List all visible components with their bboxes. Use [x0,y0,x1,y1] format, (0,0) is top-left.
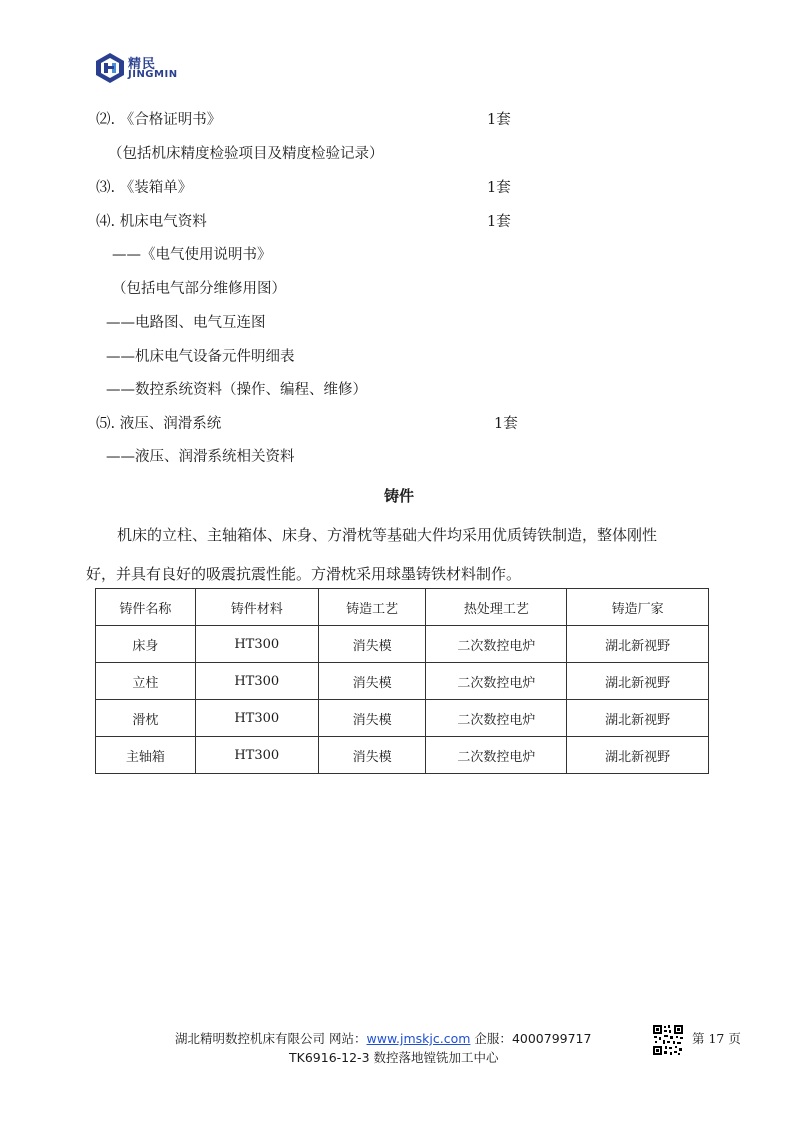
table-cell: 消失模 [318,737,426,774]
list-item-cnc-docs: ——数控系统资料（操作、编程、维修） [106,382,367,398]
logo-mark-icon [94,52,126,84]
section-title: 铸件 [384,487,415,505]
list-item-hydraulic-docs: ——液压、润滑系统相关资料 [106,449,295,465]
castings-paragraph-line-1: 机床的立柱、主轴箱体、床身、方滑枕等基础大件均采用优质铸铁制造，整体刚性 [117,526,658,544]
table-cell: 主轴箱 [96,737,196,774]
list-item-certificate-note: （包括机床精度检验项目及精度检验记录） [108,146,384,162]
table-header-cell: 铸件名称 [96,589,196,626]
table-header-cell: 铸件材料 [195,589,318,626]
table-cell: 消失模 [318,663,426,700]
table-header-cell: 铸造厂家 [567,589,709,626]
qr-code-icon [652,1024,684,1056]
table-header-row [96,589,709,626]
footer-contact-line [175,1029,591,1047]
list-item-packing-list: ⑶. 《装箱单》 [96,180,193,196]
table-cell: 床身 [96,626,196,663]
table-cell: 湖北新视野 [567,700,709,737]
list-item-maintenance-drawings: （包括电气部分维修用图） [112,281,286,297]
table-cell: HT300 [195,700,318,737]
list-item-hydraulic-system: ⑸. 液压、润滑系统 [96,416,222,432]
footer-service-number: 4000799717 [511,1031,592,1046]
list-item-certificate: ⑵. 《合格证明书》 [96,112,222,128]
table-cell: HT300 [195,626,318,663]
company-logo [94,52,204,86]
footer-company-name: 湖北精明数控机床有限公司 [175,1031,326,1046]
table-cell: 消失模 [318,700,426,737]
table-cell: 湖北新视野 [567,663,709,700]
footer-service-label: 企服： [474,1031,512,1046]
table-cell: 二次数控电炉 [426,700,567,737]
footer-website-link[interactable]: www.jmskjc.com [366,1031,471,1046]
list-item-electrical-docs: ⑷. 机床电气资料 [96,214,207,230]
table-row [96,626,709,663]
table-cell: HT300 [195,663,318,700]
castings-table [95,588,709,774]
footer-model-line: TK6916-12-3 数控落地镗铣加工中心 [289,1050,499,1065]
table-cell: 立柱 [96,663,196,700]
list-item-circuit-diagrams: ——电路图、电气互连图 [106,315,266,331]
footer-site-label: 网站： [329,1031,367,1046]
table-cell: 滑枕 [96,700,196,737]
quantity-certificate: 1套 [487,112,511,128]
castings-paragraph-line-2: 好，并具有良好的吸震抗震性能。方滑枕采用球墨铸铁材料制作。 [86,565,522,583]
quantity-packing-list: 1套 [487,180,511,196]
table-cell: 湖北新视野 [567,737,709,774]
list-item-electrical-manual: ——《电气使用说明书》 [112,247,272,263]
table-header-cell: 铸造工艺 [318,589,426,626]
table-row [96,737,709,774]
table-cell: 二次数控电炉 [426,737,567,774]
page-number: 第 17 页 [692,1031,741,1046]
table-cell: 消失模 [318,626,426,663]
quantity-hydraulic-system: 1套 [494,416,518,432]
table-row [96,663,709,700]
table-cell: HT300 [195,737,318,774]
table-header-cell: 热处理工艺 [426,589,567,626]
quantity-electrical-docs: 1套 [487,214,511,230]
table-row [96,700,709,737]
table-cell: 二次数控电炉 [426,626,567,663]
list-item-component-list: ——机床电气设备元件明细表 [106,349,295,365]
table-cell: 二次数控电炉 [426,663,567,700]
table-cell: 湖北新视野 [567,626,709,663]
logo-english-text: JINGMIN [128,69,178,80]
logo-chinese-text: 精民 [128,57,157,72]
